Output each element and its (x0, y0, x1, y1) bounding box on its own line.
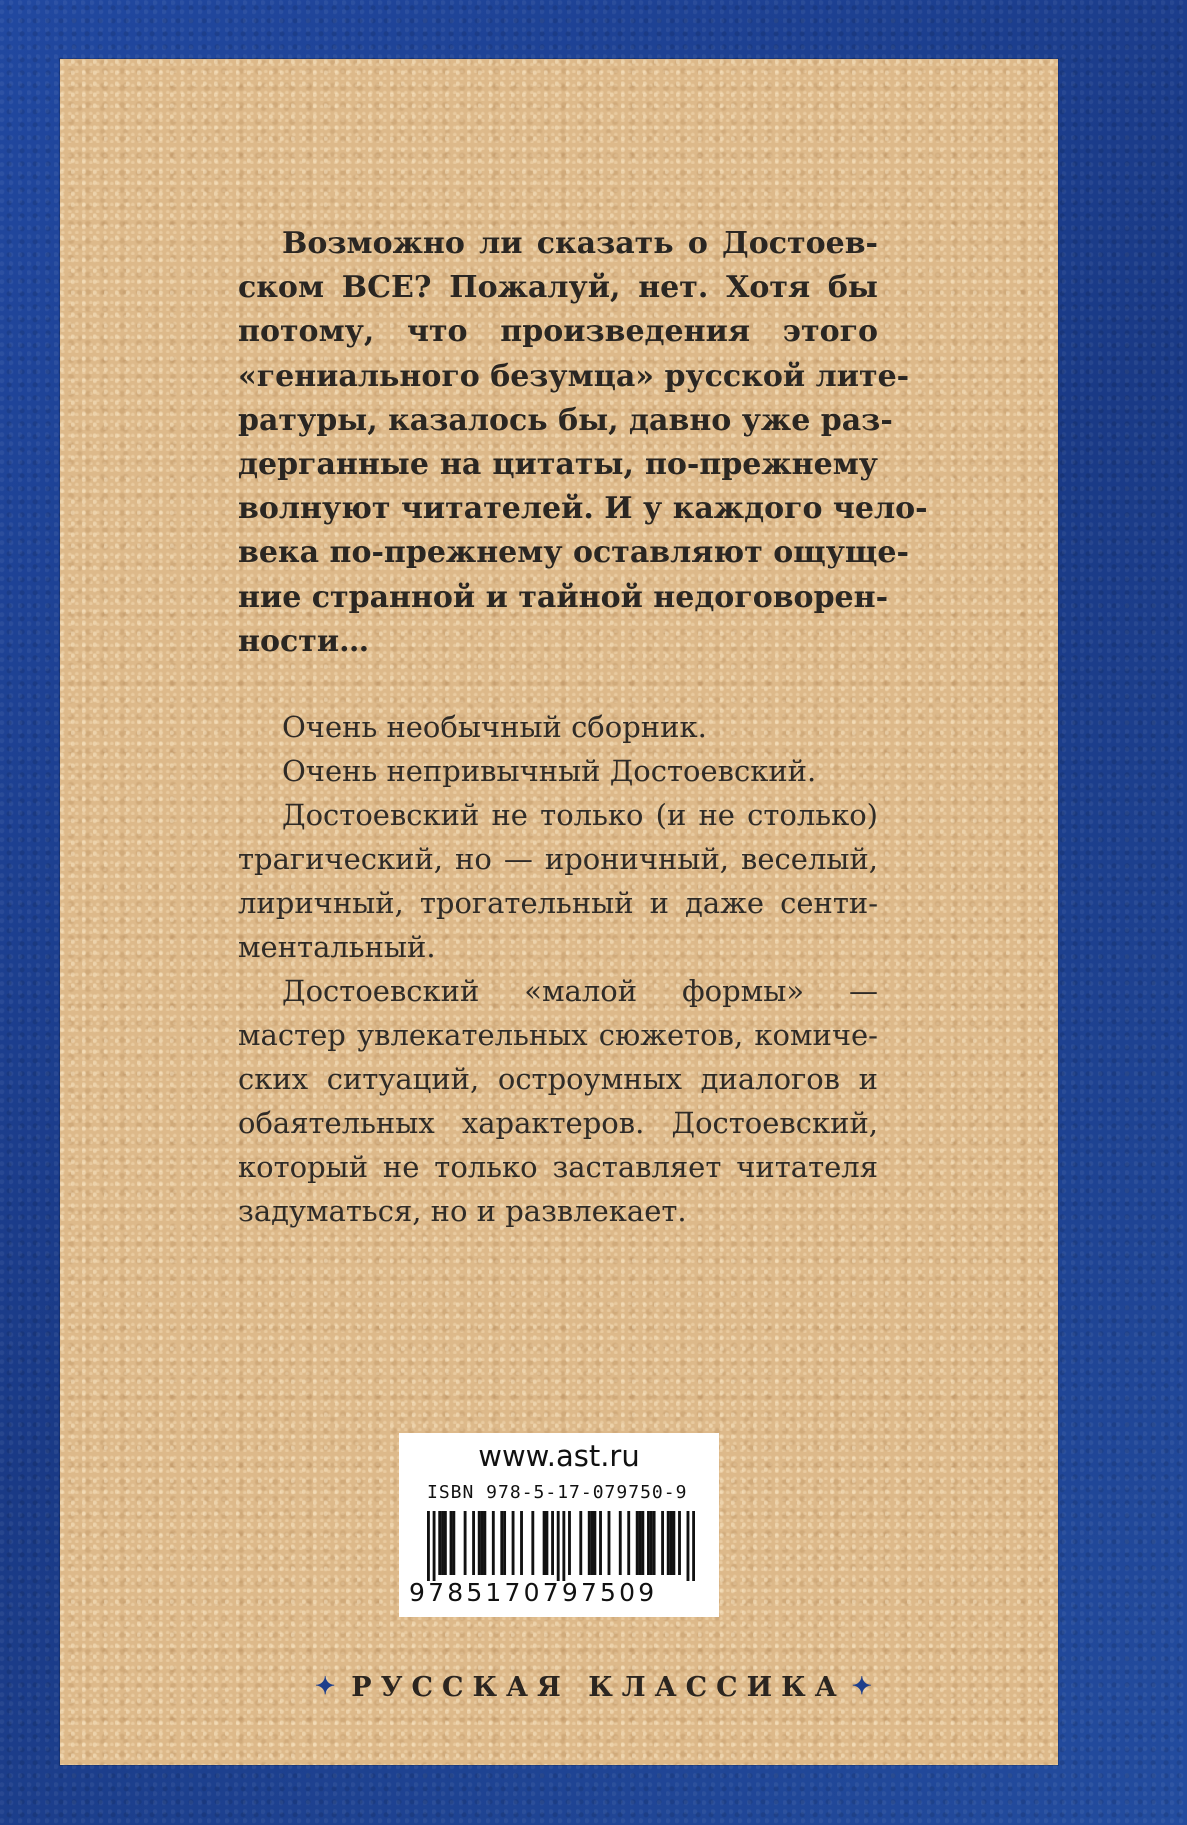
barcode-bar (483, 1511, 486, 1575)
barcode-bar (670, 1511, 673, 1575)
barcode-bar (520, 1511, 523, 1575)
description-line: лиричный, трогательный и даже сенти- (238, 886, 878, 920)
barcode-bar (599, 1511, 602, 1575)
description-line: который не только заставляет читателя (238, 1150, 878, 1184)
barcode-bar (545, 1511, 548, 1575)
annotation-paragraph (238, 222, 928, 664)
description-line: задуматься, но и развлекает. (238, 1194, 687, 1228)
barcode-bar (531, 1511, 534, 1575)
barcode-bar (568, 1511, 571, 1575)
annotation-line: потому, что произведения этого (238, 314, 878, 350)
barcode-bar (647, 1511, 650, 1575)
isbn-label: ISBN 978-5-17-079750-9 (427, 1482, 688, 1503)
ornament-icon: ✦ (315, 1671, 336, 1700)
barcode-bar (472, 1511, 475, 1575)
barcode-bar (653, 1511, 656, 1575)
barcode-bar (588, 1511, 591, 1575)
annotation-line: дерганные на цитаты, по-прежнему (238, 447, 878, 483)
barcode-bar (661, 1511, 664, 1575)
barcode-bar (481, 1511, 484, 1575)
barcode-bar (512, 1511, 515, 1575)
barcode-bar (562, 1511, 565, 1581)
barcode-bar (692, 1511, 695, 1581)
barcode-bar (492, 1511, 495, 1575)
barcode-bar (450, 1511, 453, 1575)
barcode-bar (650, 1511, 653, 1575)
description-line: Очень непривычный Достоевский. (282, 754, 817, 788)
annotation-line: «гениального безумца» русской лите- (238, 358, 910, 394)
barcode-bar (636, 1511, 639, 1575)
barcode-bar (608, 1511, 611, 1575)
description-line: трагический, но — ироничный, веселый, (238, 842, 878, 876)
annotation-line: ском ВСЕ? Пожалуй, нет. Хотя бы (238, 270, 878, 306)
description-line: мастер увлекательных сюжетов, комиче- (238, 1018, 878, 1052)
description-line: обаятельных характеров. Достоевский, (238, 1106, 878, 1140)
barcode-bar (619, 1511, 622, 1575)
description-line: ских ситуаций, остроумных диалогов и (238, 1062, 878, 1096)
barcode-bar (503, 1511, 506, 1575)
series-label: РУССКАЯ КЛАССИКА (351, 1672, 846, 1703)
barcode-bar (464, 1511, 467, 1575)
barcode-bar (441, 1511, 444, 1575)
annotation-line: века по-прежнему оставляют ощуще- (238, 535, 909, 571)
barcode-bar (500, 1511, 503, 1575)
annotation-line: Возможно ли сказать о Достоев- (282, 226, 878, 261)
barcode-bar (591, 1511, 594, 1575)
description-line: Достоевский не только (и не столько) (282, 798, 878, 832)
barcode-bar (687, 1511, 690, 1581)
barcode-bar (433, 1511, 436, 1581)
barcode-bar (543, 1511, 546, 1575)
description-paragraphs (238, 705, 878, 1233)
barcode-bar (551, 1511, 554, 1575)
barcode-bar (444, 1511, 447, 1575)
annotation-line: ние странной и тайной недоговорен- (238, 579, 889, 615)
annotation-line: волнуют читателей. И у каждого чело- (238, 491, 928, 527)
publisher-url[interactable]: www.ast.ru (478, 1439, 640, 1473)
barcode-bar (672, 1511, 675, 1575)
barcode-bar (557, 1511, 560, 1581)
barcode-bar (452, 1511, 455, 1575)
barcode-bars (427, 1511, 695, 1581)
barcode-bar (478, 1511, 481, 1575)
annotation-line: ратуры, казалось бы, давно уже раз- (238, 402, 893, 438)
ornament-icon: ✦ (851, 1671, 872, 1700)
barcode-box (399, 1433, 719, 1617)
barcode-bar (678, 1511, 681, 1575)
annotation-line: ности… (238, 623, 370, 659)
barcode-bar (641, 1511, 644, 1575)
barcode-digits: 9785170797509 (409, 1578, 658, 1607)
description-line: ментальный. (238, 930, 436, 964)
description-line: Достоевский «малой формы» — (282, 974, 878, 1008)
barcode-bar (438, 1511, 441, 1575)
barcode-bar (627, 1511, 630, 1575)
barcode-bar (579, 1511, 582, 1575)
barcode-bar (639, 1511, 642, 1575)
barcode-bar (593, 1511, 596, 1575)
barcode-bar (427, 1511, 430, 1581)
series-title (0, 1671, 1187, 1703)
description-line: Очень необычный сборник. (282, 710, 707, 744)
barcode-bar (667, 1511, 670, 1575)
